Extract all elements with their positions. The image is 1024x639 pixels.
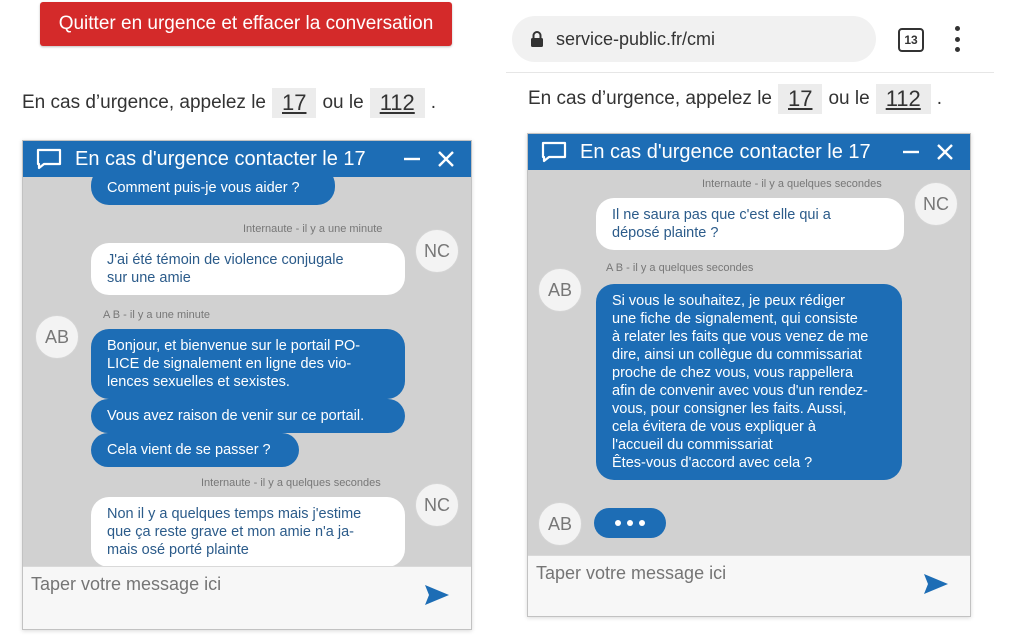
close-button[interactable]	[429, 149, 463, 169]
tabs-icon[interactable]: 13	[898, 28, 924, 52]
number-17-link[interactable]: 17	[272, 88, 316, 118]
message-bubble-agent: Vous avez raison de venir sur ce portail.	[91, 399, 405, 433]
chat-messages	[23, 177, 471, 567]
minimize-button[interactable]	[894, 142, 928, 162]
chat-messages	[528, 170, 970, 556]
avatar-nc: NC	[914, 182, 958, 226]
emergency-text: En cas d’urgence, appelez le	[528, 88, 772, 109]
number-17-link[interactable]: 17	[778, 84, 822, 114]
or-text: ou le	[828, 88, 870, 109]
chat-header	[23, 141, 471, 177]
message-meta: Internaute - il y a quelques secondes	[201, 477, 381, 489]
message-input[interactable]	[29, 573, 373, 596]
chat-header	[528, 134, 970, 170]
message-bubble-user: Non il y a quelques temps mais j'estime que ça reste grave et mon amie n'a ja- mais osé porté plainte	[91, 497, 405, 567]
chat-bubble-icon	[540, 140, 568, 164]
message-bubble-agent: Comment puis-je vous aider ?	[91, 177, 335, 205]
chat-title: En cas d'urgence contacter le 17	[75, 147, 366, 170]
avatar-nc: NC	[415, 229, 459, 273]
url-text: service-public.fr/cmi	[556, 28, 716, 49]
lock-icon	[530, 30, 544, 48]
chat-input-bar	[23, 566, 471, 629]
chat-title: En cas d'urgence contacter le 17	[580, 140, 871, 163]
minimize-icon	[402, 149, 422, 169]
emergency-numbers-line	[528, 84, 942, 114]
chat-bubble-icon	[35, 147, 63, 171]
more-vert-icon[interactable]	[952, 26, 962, 52]
avatar-ab: AB	[538, 502, 582, 546]
emergency-text: En cas d’urgence, appelez le	[22, 92, 266, 113]
message-meta: A B - il y a une minute	[103, 309, 210, 321]
message-meta: Internaute - il y a une minute	[243, 223, 383, 235]
message-bubble-agent: Cela vient de se passer ?	[91, 433, 299, 467]
or-text: ou le	[322, 92, 364, 113]
number-112-link[interactable]: 112	[876, 84, 931, 114]
close-button[interactable]	[928, 142, 962, 162]
message-bubble-user: J'ai été témoin de violence conjugale sur une amie	[91, 243, 405, 295]
minimize-icon	[901, 142, 921, 162]
period-text: .	[430, 92, 437, 113]
chat-window-right	[527, 133, 971, 617]
number-112-link[interactable]: 112	[370, 88, 425, 118]
send-button[interactable]	[922, 572, 950, 601]
send-button[interactable]	[423, 583, 451, 612]
emergency-numbers-line	[22, 88, 436, 118]
address-bar[interactable]	[512, 16, 876, 62]
close-icon	[436, 149, 456, 169]
chat-window-left	[22, 140, 472, 630]
message-bubble-agent: Bonjour, et bienvenue sur le portail PO- LICE de signalement en ligne des vio- lences sexuelles et sexistes.	[91, 329, 405, 399]
message-input[interactable]	[534, 562, 878, 585]
quit-emergency-button[interactable]: Quitter en urgence et effacer la conversation	[40, 2, 452, 46]
period-text: .	[936, 88, 943, 109]
typing-indicator	[594, 508, 666, 538]
avatar-ab: AB	[35, 315, 79, 359]
send-icon	[922, 572, 950, 596]
avatar-ab: AB	[538, 268, 582, 312]
message-meta: Internaute - il y a quelques secondes	[702, 178, 882, 190]
minimize-button[interactable]	[395, 149, 429, 169]
browser-divider	[506, 72, 994, 73]
message-bubble-agent: Si vous le souhaitez, je peux rédiger une fiche de signalement, qui consiste à relater les faits que vous venez de me dire, ainsi un collègue du commissariat proche de chez vous, vous rappellera afin de convenir avec vous d'un rendez- vous, pour consigner les faits. Aussi, cela évitera de vous expliquer à l'accueil du commissariat Êtes-vous d'accord avec cela ?	[596, 284, 902, 480]
send-icon	[423, 583, 451, 607]
chat-input-bar	[528, 555, 970, 616]
message-bubble-user: Il ne saura pas que c'est elle qui a déposé plainte ?	[596, 198, 904, 250]
message-meta: A B - il y a quelques secondes	[606, 262, 754, 274]
close-icon	[935, 142, 955, 162]
avatar-nc: NC	[415, 483, 459, 527]
